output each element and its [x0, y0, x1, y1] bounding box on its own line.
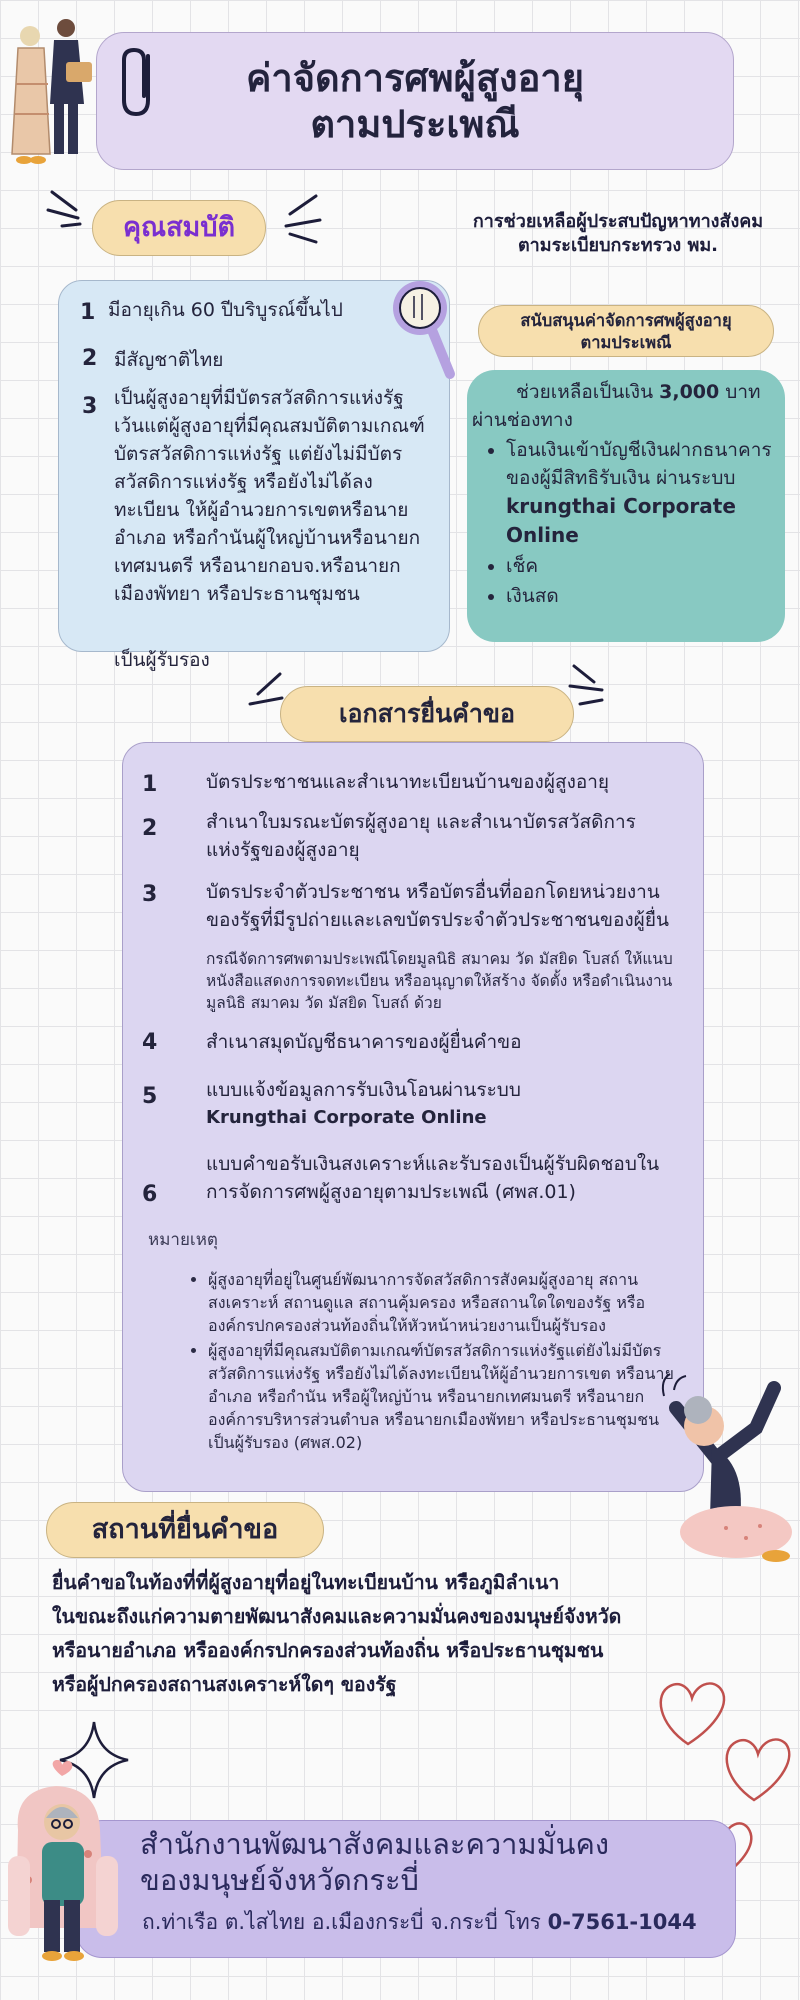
document-number: 1: [142, 772, 158, 797]
location-line: หรือผู้ปกครองสถานสงเคราะห์ใดๆ ของรัฐ: [52, 1673, 397, 1696]
paperclip-icon: [118, 44, 168, 120]
office-line2: ของมนุษย์จังหวัดกระบี่: [140, 1863, 419, 1897]
title-banner: [96, 32, 734, 170]
support-channel: ผ่านช่องทาง: [472, 409, 573, 431]
qualification-text: เป็นผู้สูงอายุที่มีบัตรสวัสดิการแห่งรัฐ เว้นแต่ผู้สูงอายุที่มีคุณสมบัติตามเกณฑ์บัตรสวัสดิการแห่งรัฐ แต่ยังไม่มีบัตรสวัสดิการแห่งรัฐ หรือยังไม่ได้ลงทะเบียน ให้ผู้อำนวยการเขตหรือนายอำเภอ หรือกำนันผู้ใหญ่บ้านหรือนายกเทศมนตรี หรือนายกอบจ.หรือนายกเมืองพัทยา หรือประธานชุมชน: [114, 387, 425, 605]
sparkle-lines-icon: [276, 190, 322, 248]
amount-suffix: บาท: [719, 381, 761, 403]
support-line1: สนับสนุนค่าจัดการศพผู้สูงอายุ: [520, 311, 732, 330]
support-options: [472, 436, 780, 610]
option-cheque: • เช็ค: [506, 552, 780, 580]
document-number: 6: [142, 1182, 158, 1207]
support-line2: ตามประเพณี: [580, 333, 672, 352]
remarks-list: [186, 1268, 676, 1456]
assistance-line1: การช่วยเหลือผู้ประสบปัญหาทางสังคม: [472, 211, 764, 232]
support-amount-line: [472, 378, 780, 406]
sparkle-lines-icon: [46, 186, 90, 232]
document-text-main: แบบแจ้งข้อมูลการรับเงินโอนผ่านระบบ: [206, 1079, 521, 1101]
option-cash: • เงินสด: [506, 582, 780, 610]
qualification-number: 3: [82, 394, 98, 419]
phone-number: 0-7561-1044: [547, 1910, 697, 1934]
document-text: สำเนาสมุดบัญชีธนาคารของผู้ยื่นคำขอ: [206, 1031, 522, 1053]
qualifications-heading: คุณสมบัติ: [92, 200, 266, 256]
page-title-line2: ตามประเพณี: [310, 102, 520, 146]
remark-label: หมายเหตุ: [148, 1230, 218, 1250]
documents-heading: เอกสารยื่นคำขอ: [280, 686, 574, 742]
document-number: 3: [142, 882, 158, 907]
location-line: ยื่นคำขอในท้องที่ที่ผู้สูงอายุที่อยู่ในทะเบียนบ้าน หรือภูมิลำเนา: [52, 1571, 560, 1594]
office-line1: สำนักงานพัฒนาสังคมและความมั่นคง: [140, 1827, 610, 1861]
amount-prefix: ช่วยเหลือเป็นเงิน: [516, 381, 660, 403]
support-content: [472, 378, 780, 612]
option-bold: krungthai Corporate Online: [506, 494, 736, 547]
document-text: [206, 1076, 686, 1132]
document-text-bold: Krungthai Corporate Online: [206, 1107, 487, 1128]
location-line: หรือนายอำเภอ หรือองค์กรปกครองส่วนท้องถิ่น หรือประธานชุมชน: [52, 1639, 604, 1662]
document-note: กรณีจัดการศพตามประเพณีโดยมูลนิธิ สมาคม วัด มัสยิด โบสถ์ ให้แนบหนังสือแสดงการจดทะเบียน หรืออนุญาตให้สร้าง จัดตั้ง หรือดำเนินงานมูลนิธิ สมาคม วัด มัสยิด โบสถ์ ด้วย: [206, 950, 673, 1012]
qualification-text: มีอายุเกิน 60 ปีบริบูรณ์ขึ้นไป: [108, 299, 343, 321]
document-text: แบบคำขอรับเงินสงเคราะห์และรับรองเป็นผู้รับผิดชอบในการจัดการศพผู้สูงอายุตามประเพณี (ศพส.01): [206, 1153, 660, 1203]
assistance-caption: [440, 210, 796, 258]
document-text: บัตรประจำตัวประชาชน หรือบัตรอื่นที่ออกโดยหน่วยงานของรัฐที่มีรูปถ่ายและเลขบัตรประจำตัวประชาชนของผู้ยื่น: [206, 881, 669, 931]
qualification-number: 2: [82, 346, 98, 371]
support-heading: [478, 305, 774, 357]
sparkle-lines-icon: [566, 660, 610, 710]
qualification-overflow: เป็นผู้รับรอง: [114, 649, 210, 671]
elderly-couple-illustration: [6, 14, 96, 166]
remark-item: • ผู้สูงอายุที่มีคุณสมบัติตามเกณฑ์บัตรสวัสดิการแห่งรัฐแต่ยังไม่มีบัตรสวัสดิการแห่งรัฐ หรือยังไม่ได้ลงทะเบียนให้ผู้อำนวยการเขต หรือนายอำเภอ หรือกำนัน หรือผู้ใหญ่บ้าน หรือนายกเทศมนตรี หรือนายกองค์การบริหารส่วนตำบล หรือนายกเมืองพัทยา หรือประธานชุมชนเป็นผู้รับรอง (ศพส.02): [208, 1339, 676, 1454]
document-number: 5: [142, 1084, 158, 1109]
document-text: บัตรประชาชนและสำเนาทะเบียนบ้านของผู้สูงอายุ: [206, 771, 610, 793]
office-name: [140, 1826, 730, 1898]
location-line: ในขณะถึงแก่ความตายพัฒนาสังคมและความมั่นคงของมนุษย์จังหวัด: [52, 1605, 622, 1628]
yoga-woman-illustration: [656, 1368, 792, 1576]
page-title-line1: ค่าจัดการศพผู้สูงอายุ: [245, 56, 585, 100]
address-text: ถ.ท่าเรือ ต.ไสไทย อ.เมืองกระบี่ จ.กระบี่ โทร: [142, 1910, 541, 1934]
qualification-number: 1: [80, 300, 96, 325]
option-bank-transfer: [506, 436, 780, 550]
option-text: โอนเงินเข้าบัญชีเงินฝากธนาคารของผู้มีสิทธิรับเงิน ผ่านระบบ: [506, 439, 772, 489]
document-text: สำเนาใบมรณะบัตรผู้สูงอายุ และสำเนาบัตรสวัสดิการแห่งรัฐของผู้สูงอายุ: [206, 811, 636, 861]
remark-item: • ผู้สูงอายุที่อยู่ในศูนย์พัฒนาการจัดสวัสดิการสังคมผู้สูงอายุ สถานสงเคราะห์ สถานดูแล สถานคุ้มครอง หรือสถานใดใดของรัฐ หรือองค์กรปกครองส่วนท้องถิ่นให้หัวหน้าหน่วยงานเป็นผู้รับรอง: [208, 1268, 676, 1337]
qualification-text: มีสัญชาติไทย: [114, 349, 224, 371]
document-number: 4: [142, 1030, 158, 1055]
grandpa-armchair-illustration: [4, 1760, 134, 1970]
location-heading: สถานที่ยื่นคำขอ: [46, 1502, 324, 1558]
assistance-line2: ตามระเบียบกระทรวง พม.: [517, 235, 719, 256]
document-number: 2: [142, 816, 158, 841]
office-address: [142, 1906, 742, 1939]
magnifier-icon: [388, 278, 458, 382]
amount-value: 3,000: [659, 381, 720, 403]
